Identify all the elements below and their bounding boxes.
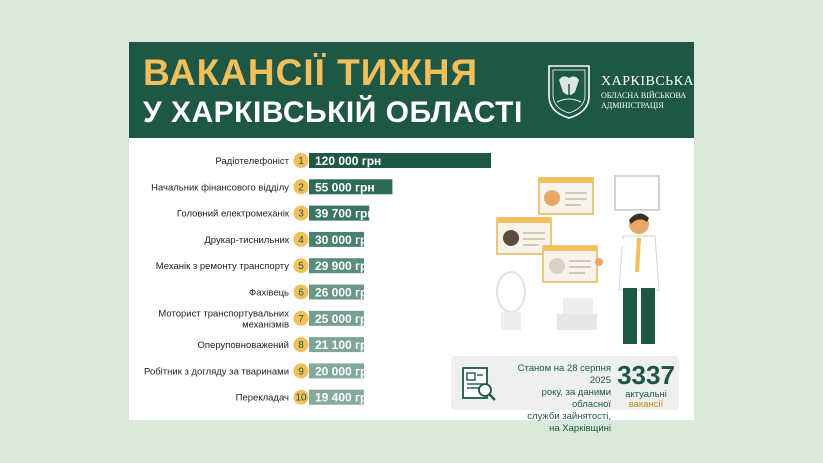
rank-label: 8 [298, 340, 304, 352]
category-label: Моторист транспортувальних [158, 308, 289, 320]
vacancy-count: 3337 [617, 360, 675, 390]
box-stack [557, 298, 597, 330]
value-label: 120 000 грн [315, 154, 382, 168]
summary-line: року, за даними обласної [541, 387, 611, 410]
rank-label: 6 [298, 287, 304, 299]
value-label: 19 400 грн [315, 390, 375, 405]
vacancy-caption-line1: актуальні [625, 389, 667, 400]
summary-line: служби зайнятості, [527, 411, 611, 422]
page-title: ВАКАНСІЇ ТИЖНЯ [143, 52, 479, 93]
org-name-line2: ОБЛАСНА ВІЙСЬКОВА [601, 91, 687, 100]
plant-decoration [497, 272, 525, 330]
category-label: Начальник фінансового відділу [151, 182, 289, 194]
wall-frame [615, 176, 659, 210]
rank-label: 3 [298, 208, 304, 220]
summary-line: Станом на 28 серпня 2025 [517, 363, 611, 386]
value-label: 21 100 грн [315, 338, 375, 353]
category-label: Фахівець [249, 287, 289, 299]
value-label: 39 700 грн [315, 206, 375, 221]
category-label: Радіотелефоніст [215, 156, 289, 167]
value-label: 26 000 грн [315, 285, 375, 300]
rank-label: 1 [298, 156, 304, 167]
value-label: 55 000 грн [315, 180, 375, 195]
rank-label: 5 [298, 261, 304, 273]
candidate-card-3 [543, 246, 597, 282]
value-label: 29 900 грн [315, 259, 375, 274]
category-label: Друкар-тиснильник [204, 234, 289, 246]
rank-label: 9 [298, 366, 304, 378]
category-label: Робітник з догляду за тваринами [144, 366, 289, 378]
category-label: механізмів [242, 319, 289, 331]
summary-text [503, 363, 611, 435]
recruiter-illustration [489, 172, 694, 352]
summary-panel [451, 356, 679, 434]
category-label: Оперуповноважений [197, 340, 289, 352]
man-figure [595, 213, 659, 344]
org-name-line3: АДМІНІСТРАЦІЯ [601, 101, 664, 110]
vacancy-caption [616, 390, 676, 410]
category-label: Головний електромеханік [176, 208, 289, 220]
document-search-icon [459, 364, 499, 404]
page-subtitle: У ХАРКІВСЬКІЙ ОБЛАСТІ [143, 96, 523, 129]
category-label: Перекладач [235, 392, 289, 404]
vacancy-caption-line2: вакансії [628, 399, 664, 410]
rank-label: 2 [298, 182, 304, 194]
summary-line: на Харківщині [549, 423, 611, 434]
rank-label: 4 [298, 234, 304, 246]
value-label: 20 000 грн [315, 364, 375, 379]
candidate-card-1 [539, 178, 593, 214]
category-label: Механік з ремонту транспорту [155, 261, 289, 273]
value-label: 30 000 грн [315, 232, 375, 247]
rank-label: 7 [298, 313, 304, 325]
infographic-card [129, 42, 695, 434]
value-label: 25 000 грн [315, 311, 375, 326]
org-name-line1: ХАРКІВСЬКА [601, 74, 695, 89]
rank-label: 10 [295, 392, 307, 404]
